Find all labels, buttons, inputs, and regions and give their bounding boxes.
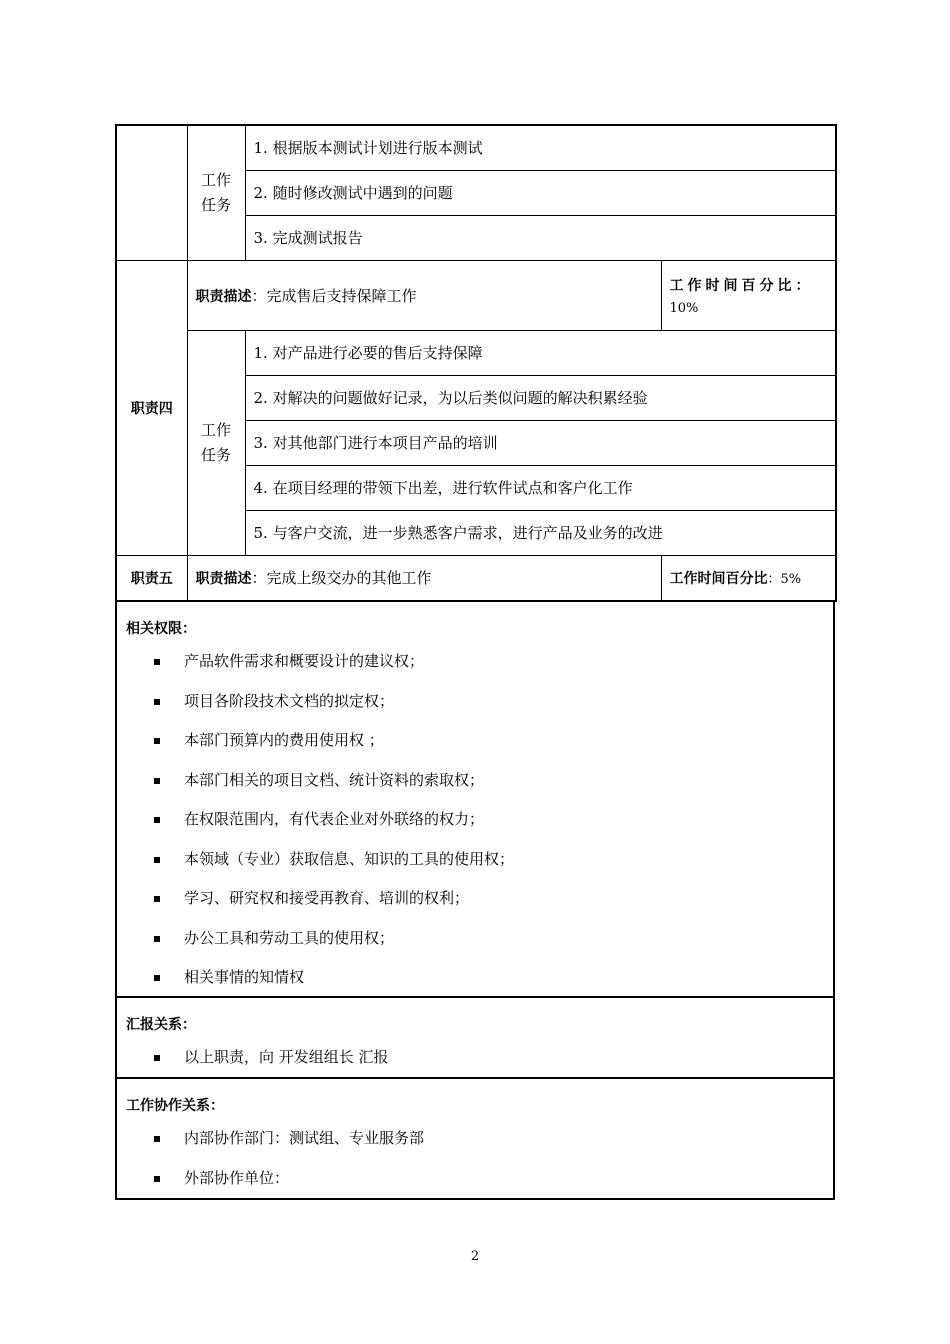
task-item: 2. 对解决的问题做好记录，为以后类似问题的解决积累经验 (245, 375, 836, 420)
authority-title: 相关权限： (126, 621, 196, 637)
task-item: 4. 在项目经理的带领下出差，进行软件试点和客户化工作 (245, 465, 836, 510)
cooperation-section (115, 1079, 835, 1200)
task-subheader: 工作 任务 (187, 125, 245, 260)
description-text: ：完成售后支持保障工作 (251, 286, 417, 305)
duty-five-time-percent (661, 555, 836, 601)
list-item: 外部协作单位： (117, 1159, 833, 1199)
list-item: 学习、研究权和接受再教育、培训的权利； (117, 879, 833, 919)
list-item: 本部门预算内的费用使用权 ； (117, 721, 833, 761)
bullet-square-icon (154, 1136, 160, 1142)
bullet-square-icon (154, 1055, 160, 1061)
task-item: 2. 随时修改测试中遇到的问题 (245, 170, 836, 215)
bullet-square-icon (154, 896, 160, 902)
description-text: ：完成上级交办的其他工作 (251, 569, 432, 588)
list-item: 本领域（专业）获取信息、知识的工具的使用权； (117, 840, 833, 880)
time-percent-label: 工作时间百分比 (669, 570, 768, 587)
duty-five-description (187, 555, 661, 601)
bullet-square-icon (154, 699, 160, 705)
bullet-square-icon (154, 936, 160, 942)
duty-four-description (187, 260, 661, 330)
bullet-square-icon (154, 817, 160, 823)
description-label: 职责描述 (195, 571, 252, 588)
task-item: 3. 完成测试报告 (245, 215, 836, 260)
authority-section (115, 602, 835, 998)
authority-list (117, 642, 833, 998)
cooperation-list (117, 1119, 833, 1198)
list-item: 相关事情的知情权 (117, 958, 833, 998)
duties-table (115, 124, 837, 602)
reporting-section (115, 998, 835, 1079)
list-item: 产品软件需求和概要设计的建议权； (117, 642, 833, 682)
task-item: 3. 对其他部门进行本项目产品的培训 (245, 420, 836, 465)
duty-four-label: 职责四 (116, 260, 187, 555)
list-item: 办公工具和劳动工具的使用权； (117, 919, 833, 959)
bullet-square-icon (154, 975, 160, 981)
duty-label-cell (116, 125, 187, 260)
duty-five-label: 职责五 (116, 555, 187, 601)
task-item: 1. 根据版本测试计划进行版本测试 (245, 125, 836, 170)
time-percent-value: 10% (669, 300, 699, 316)
duty-four-time-percent (661, 260, 836, 330)
list-item: 项目各阶段技术文档的拟定权； (117, 682, 833, 722)
bullet-square-icon (154, 857, 160, 863)
list-item: 本部门相关的项目文档、统计资料的索取权； (117, 761, 833, 801)
task-item: 5. 与客户交流，进一步熟悉客户需求，进行产品及业务的改进 (245, 510, 836, 555)
time-percent-label: 工作时间百分比： (669, 277, 814, 294)
cooperation-title: 工作协作关系： (126, 1098, 224, 1114)
time-percent-value: ：5% (767, 571, 802, 587)
list-item: 在权限范围内，有代表企业对外联络的权力； (117, 800, 833, 840)
list-item: 内部协作部门：测试组、专业服务部 (117, 1119, 833, 1159)
list-item: 以上职责，向 开发组组长 汇报 (117, 1038, 833, 1078)
reporting-list (117, 1038, 833, 1078)
reporting-title: 汇报关系： (126, 1017, 196, 1033)
task-subheader: 工作 任务 (187, 330, 245, 555)
job-description-document (115, 124, 835, 1200)
bullet-square-icon (154, 659, 160, 665)
description-label: 职责描述 (195, 288, 252, 305)
page-number: 2 (470, 1249, 480, 1264)
bullet-square-icon (154, 1176, 160, 1182)
bullet-square-icon (154, 778, 160, 784)
task-item: 1. 对产品进行必要的售后支持保障 (245, 330, 836, 375)
bullet-square-icon (154, 738, 160, 744)
